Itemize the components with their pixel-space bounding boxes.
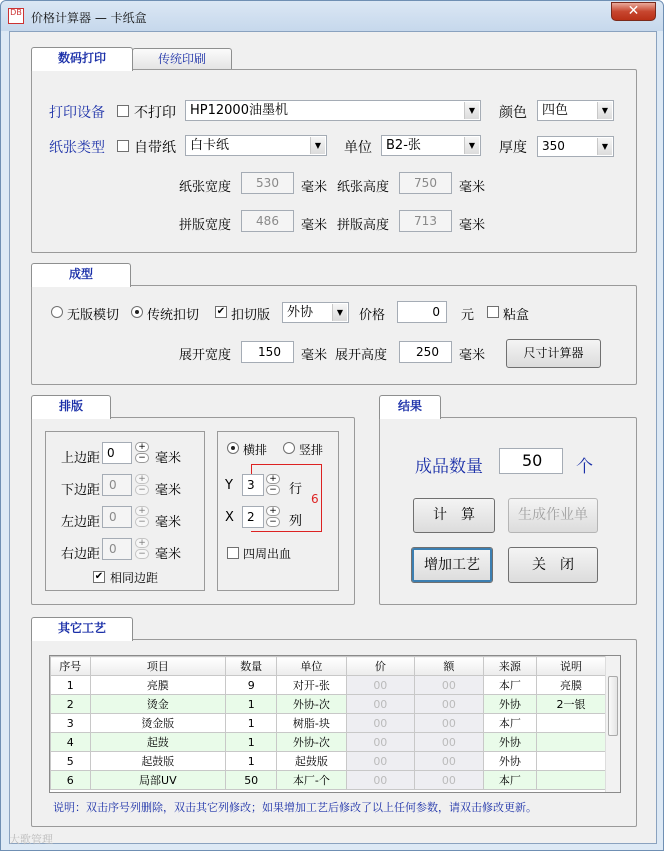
column-header[interactable]: 价 — [346, 657, 415, 676]
note-text: 说明：双击序号列删除，双击其它列修改；如果增加工艺后修改了以上任何参数，请双击修改更新。 — [53, 801, 537, 814]
table-cell[interactable] — [536, 752, 605, 771]
mm-label: 毫米 — [301, 218, 328, 233]
rows-field[interactable]: 3 — [242, 474, 264, 496]
table-cell[interactable]: 1 — [226, 714, 277, 733]
horizontal-label: 横排 — [243, 443, 268, 457]
color-label: 颜色 — [499, 105, 527, 121]
mm-label: 毫米 — [459, 180, 486, 195]
row-label: 行 — [289, 482, 303, 497]
same-margin-label: 相同边距 — [110, 571, 159, 585]
bottom-margin-field[interactable]: 0 — [102, 474, 132, 496]
window-title: 价格计算器 — 卡纸盒 — [31, 11, 147, 25]
table-cell[interactable]: 烫金 — [90, 695, 226, 714]
close-icon[interactable]: ✕ — [611, 2, 656, 21]
table-scrollbar[interactable] — [605, 656, 620, 792]
table-cell[interactable]: 起鼓版 — [90, 752, 226, 771]
table-cell[interactable]: 起鼓 — [90, 733, 226, 752]
table-cell[interactable]: 00 — [346, 676, 415, 695]
table-cell[interactable]: 00 — [415, 695, 484, 714]
table-cell[interactable] — [536, 714, 605, 733]
price-field[interactable]: 0 — [397, 301, 447, 323]
left-margin-stepper[interactable]: + − — [135, 506, 149, 528]
table-cell[interactable] — [536, 733, 605, 752]
column-header[interactable]: 序号 — [51, 657, 91, 676]
traditional-die-radio[interactable] — [131, 306, 143, 318]
yuan-label: 元 — [461, 308, 475, 323]
table-cell[interactable]: 2一银 — [536, 695, 605, 714]
mm-label: 毫米 — [301, 348, 328, 363]
tab-traditional-print[interactable]: 传统印刷 — [132, 48, 232, 70]
chevron-down-icon: ▼ — [332, 304, 347, 321]
add-process-button[interactable]: 增加工艺 — [411, 547, 493, 583]
close-button[interactable]: 关 闭 — [508, 547, 598, 583]
top-margin-field[interactable]: 0 — [102, 442, 132, 464]
thickness-value: 350 — [542, 139, 565, 153]
unfold-height-label: 展开高度 — [335, 348, 388, 363]
scrollbar-thumb[interactable] — [608, 676, 618, 736]
imposition-width-label: 拼版宽度 — [179, 218, 232, 233]
device-select[interactable] — [185, 100, 481, 121]
tab-digital-print[interactable]: 数码打印 — [31, 47, 133, 71]
table-cell[interactable]: 外协-次 — [277, 733, 346, 752]
table-row[interactable] — [51, 676, 606, 695]
imposition-height-field[interactable]: 713 — [399, 210, 452, 232]
table-row[interactable] — [51, 733, 606, 752]
table-cell[interactable]: 5 — [51, 752, 91, 771]
table-cell[interactable]: 外协-次 — [277, 695, 346, 714]
watermark: 大歌管理 — [9, 833, 53, 846]
paper-value: 白卡纸 — [190, 138, 230, 153]
title-bar — [1, 1, 663, 31]
table-cell[interactable]: 9 — [226, 676, 277, 695]
rows-stepper[interactable]: + − — [266, 474, 280, 496]
no-print-label: 不打印 — [134, 105, 176, 121]
table-cell[interactable]: 00 — [346, 752, 415, 771]
top-margin-label: 上边距 — [61, 451, 101, 466]
mm-label: 毫米 — [155, 451, 182, 466]
total-count: 6 — [311, 492, 319, 506]
unfold-width-field[interactable]: 150 — [241, 341, 294, 363]
table-cell[interactable]: 对开-张 — [277, 676, 346, 695]
chevron-down-icon: ▼ — [597, 138, 612, 155]
table-cell[interactable]: 起鼓版 — [277, 752, 346, 771]
process-table-box — [49, 655, 621, 793]
cols-field[interactable]: 2 — [242, 506, 264, 528]
unfold-width-label: 展开宽度 — [179, 348, 232, 363]
mm-label: 毫米 — [459, 348, 486, 363]
table-cell[interactable] — [536, 771, 605, 790]
table-cell[interactable]: 外协 — [483, 695, 536, 714]
device-label: 打印设备 — [49, 105, 105, 121]
thickness-label: 厚度 — [499, 140, 527, 156]
right-margin-field[interactable]: 0 — [102, 538, 132, 560]
calculate-button[interactable]: 计 算 — [413, 498, 495, 533]
grid-bracket-tick — [251, 464, 252, 474]
table-cell[interactable]: 本厂-个 — [277, 771, 346, 790]
forming-panel — [31, 285, 637, 385]
column-header[interactable]: 单位 — [277, 657, 346, 676]
vertical-radio[interactable] — [283, 442, 295, 454]
unfold-height-field[interactable]: 250 — [399, 341, 452, 363]
own-paper-label: 自带纸 — [134, 140, 176, 156]
table-header-row — [51, 657, 606, 676]
table-row[interactable] — [51, 771, 606, 790]
vendor-select[interactable] — [282, 302, 349, 323]
table-cell[interactable]: 外协 — [483, 733, 536, 752]
traditional-die-label: 传统扣切 — [147, 308, 200, 323]
horizontal-radio[interactable] — [227, 442, 239, 454]
thickness-select[interactable] — [537, 136, 614, 157]
no-print-checkbox[interactable] — [117, 105, 129, 117]
right-margin-label: 右边距 — [61, 547, 101, 562]
paper-height-field[interactable]: 750 — [399, 172, 452, 194]
y-label: Y — [225, 478, 233, 493]
color-select[interactable] — [537, 100, 614, 121]
col-label: 列 — [289, 514, 303, 529]
left-margin-label: 左边距 — [61, 515, 101, 530]
cols-stepper[interactable]: + − — [266, 506, 280, 528]
tab-forming[interactable]: 成型 — [31, 263, 131, 287]
tab-other-processes[interactable]: 其它工艺 — [31, 617, 133, 641]
mm-label: 毫米 — [301, 180, 328, 195]
table-cell[interactable]: 1 — [226, 733, 277, 752]
bottom-margin-label: 下边距 — [61, 483, 101, 498]
table-cell[interactable]: 亮膜 — [90, 676, 226, 695]
right-margin-stepper[interactable]: + − — [135, 538, 149, 560]
table-row[interactable] — [51, 752, 606, 771]
mm-label: 毫米 — [155, 483, 182, 498]
table-cell[interactable]: 外协 — [483, 752, 536, 771]
column-header[interactable]: 说明 — [536, 657, 605, 676]
glue-checkbox[interactable] — [487, 306, 499, 318]
column-header[interactable]: 项目 — [90, 657, 226, 676]
app-icon: DB — [8, 8, 24, 24]
quantity-label: 成品数量 — [415, 457, 483, 477]
unit-value: B2-张 — [386, 138, 421, 153]
grid-bracket-side — [321, 464, 322, 532]
unit-select[interactable] — [381, 135, 481, 156]
paper-type-label: 纸张类型 — [49, 140, 105, 156]
table-cell[interactable]: 烫金版 — [90, 714, 226, 733]
table-cell[interactable]: 本厂 — [483, 714, 536, 733]
mm-label: 毫米 — [155, 515, 182, 530]
own-paper-checkbox[interactable] — [117, 140, 129, 152]
bleed-label: 四周出血 — [243, 547, 292, 561]
imposition-width-field[interactable]: 486 — [241, 210, 294, 232]
bleed-checkbox[interactable] — [227, 547, 239, 559]
tab-result[interactable]: 结果 — [379, 395, 441, 419]
no-die-label: 无版模切 — [67, 308, 120, 323]
same-margin-checkbox[interactable]: ✔ — [94, 571, 104, 582]
no-die-radio[interactable] — [51, 306, 63, 318]
quantity-unit: 个 — [576, 457, 593, 477]
bottom-margin-stepper[interactable]: + − — [135, 474, 149, 496]
process-table — [50, 656, 606, 790]
size-calculator-button[interactable]: 尺寸计算器 — [506, 339, 601, 368]
table-cell[interactable]: 树脂-块 — [277, 714, 346, 733]
table-cell[interactable]: 本厂 — [483, 676, 536, 695]
chevron-down-icon: ▼ — [464, 137, 479, 154]
quantity-field[interactable]: 50 — [499, 448, 563, 474]
table-cell[interactable]: 1 — [226, 752, 277, 771]
table-cell[interactable]: 00 — [415, 714, 484, 733]
table-cell[interactable]: 4 — [51, 733, 91, 752]
top-margin-stepper[interactable]: + − — [135, 442, 149, 464]
generate-job-button[interactable]: 生成作业单 — [508, 498, 598, 533]
vertical-label: 竖排 — [299, 443, 324, 457]
table-cell[interactable]: 1 — [51, 676, 91, 695]
die-plate-label: 扣切版 — [231, 308, 271, 323]
table-cell[interactable]: 2 — [51, 695, 91, 714]
die-plate-checkbox[interactable]: ✔ — [216, 306, 226, 317]
paper-width-field[interactable]: 530 — [241, 172, 294, 194]
table-cell[interactable]: 00 — [415, 733, 484, 752]
mm-label: 毫米 — [459, 218, 486, 233]
table-cell[interactable]: 00 — [346, 695, 415, 714]
chevron-down-icon: ▼ — [597, 102, 612, 119]
column-header[interactable]: 数量 — [226, 657, 277, 676]
device-value: HP12000油墨机 — [190, 103, 288, 118]
paper-height-label: 纸张高度 — [337, 180, 390, 195]
table-cell[interactable]: 00 — [415, 676, 484, 695]
table-row[interactable] — [51, 695, 606, 714]
table-cell[interactable]: 1 — [226, 695, 277, 714]
table-cell[interactable]: 局部UV — [90, 771, 226, 790]
chevron-down-icon: ▼ — [310, 137, 325, 154]
column-header[interactable]: 额 — [415, 657, 484, 676]
table-cell[interactable]: 00 — [346, 714, 415, 733]
table-row[interactable] — [51, 714, 606, 733]
color-value: 四色 — [542, 103, 569, 118]
imposition-height-label: 拼版高度 — [337, 218, 390, 233]
table-cell[interactable]: 00 — [346, 771, 415, 790]
left-margin-field[interactable]: 0 — [102, 506, 132, 528]
paper-width-label: 纸张宽度 — [179, 180, 232, 195]
price-label: 价格 — [359, 308, 386, 323]
table-cell[interactable]: 00 — [415, 771, 484, 790]
print-panel — [31, 69, 637, 253]
table-cell[interactable]: 00 — [415, 752, 484, 771]
table-cell[interactable]: 亮膜 — [536, 676, 605, 695]
table-cell[interactable]: 本厂 — [483, 771, 536, 790]
table-cell[interactable]: 00 — [346, 733, 415, 752]
chevron-down-icon: ▼ — [464, 102, 479, 119]
vendor-value: 外协 — [287, 305, 314, 320]
paper-select[interactable] — [185, 135, 327, 156]
column-header[interactable]: 来源 — [483, 657, 536, 676]
table-cell[interactable]: 6 — [51, 771, 91, 790]
x-label: X — [225, 510, 234, 525]
unit-label: 单位 — [344, 140, 372, 156]
table-cell[interactable]: 50 — [226, 771, 277, 790]
table-cell[interactable]: 3 — [51, 714, 91, 733]
mm-label: 毫米 — [155, 547, 182, 562]
tab-layout[interactable]: 排版 — [31, 395, 111, 419]
glue-label: 粘盒 — [503, 308, 530, 323]
